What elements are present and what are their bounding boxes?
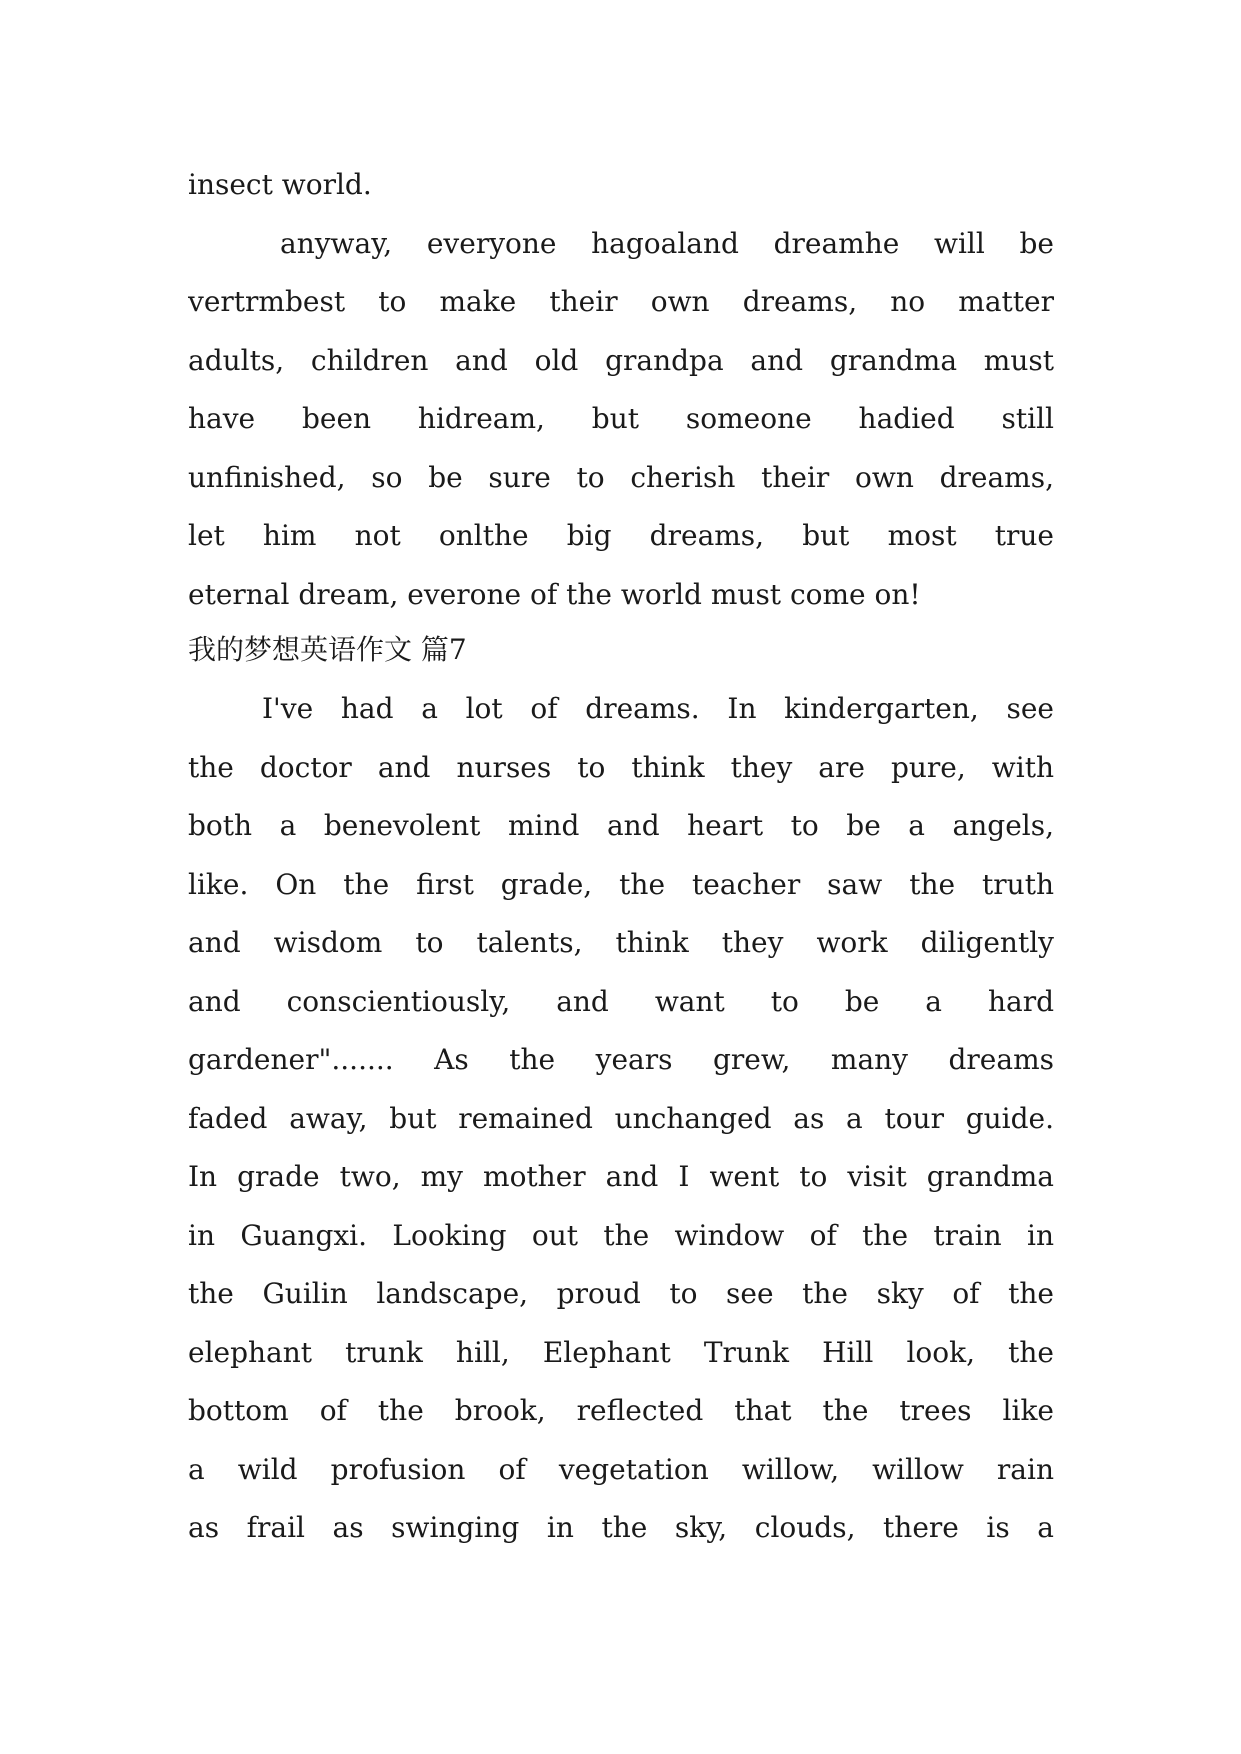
text-line: the doctor and nurses to think they are pure, with bbox=[188, 750, 1054, 784]
text-line: vertrmbest to make their own dreams, no matter bbox=[188, 285, 1054, 318]
text-line: insect world. bbox=[188, 168, 372, 201]
text-line: eternal dream, everone of the world must come on! bbox=[188, 577, 921, 611]
text-line: unfinished, so be sure to cherish their own dreams, bbox=[188, 460, 1054, 494]
text-line: faded away, but remained unchanged as a tour guide. bbox=[188, 1101, 1054, 1135]
text-line: have been hidream, but someone hadied still bbox=[188, 402, 1054, 435]
text-line: adults, children and old grandpa and grandma must bbox=[188, 343, 1054, 377]
text-line: as frail as swinging in the sky, clouds, there is a bbox=[188, 1511, 1054, 1544]
text-line: elephant trunk hill, Elephant Trunk Hill look, the bbox=[188, 1335, 1054, 1369]
section-heading: 我的梦想英语作文 篇7 bbox=[188, 633, 467, 666]
text-line: gardener"....... As the years grew, many dreams bbox=[188, 1043, 1054, 1076]
text-line: in Guangxi. Looking out the window of the train in bbox=[188, 1218, 1054, 1252]
paragraph-2 bbox=[188, 680, 1054, 1558]
paragraph-1 bbox=[188, 156, 1054, 624]
text-line: and wisdom to talents, think they work diligently bbox=[188, 926, 1054, 959]
text-line: both a benevolent mind and heart to be a angels, bbox=[188, 809, 1054, 842]
text-line: and conscientiously, and want to be a hard bbox=[188, 984, 1054, 1018]
text-line: the Guilin landscape, proud to see the sky of the bbox=[188, 1277, 1054, 1310]
text-line: anyway, everyone hagoaland dreamhe will be bbox=[280, 226, 1054, 260]
text-line: like. On the first grade, the teacher saw the truth bbox=[188, 867, 1054, 901]
text-line: bottom of the brook, reflected that the trees like bbox=[188, 1394, 1054, 1427]
text-line: I've had a lot of dreams. In kindergarten, see bbox=[262, 692, 1054, 725]
text-line: a wild profusion of vegetation willow, willow rain bbox=[188, 1452, 1054, 1486]
text-line: let him not onlthe big dreams, but most true bbox=[188, 519, 1054, 552]
text-line: In grade two, my mother and I went to visit grandma bbox=[188, 1160, 1054, 1193]
